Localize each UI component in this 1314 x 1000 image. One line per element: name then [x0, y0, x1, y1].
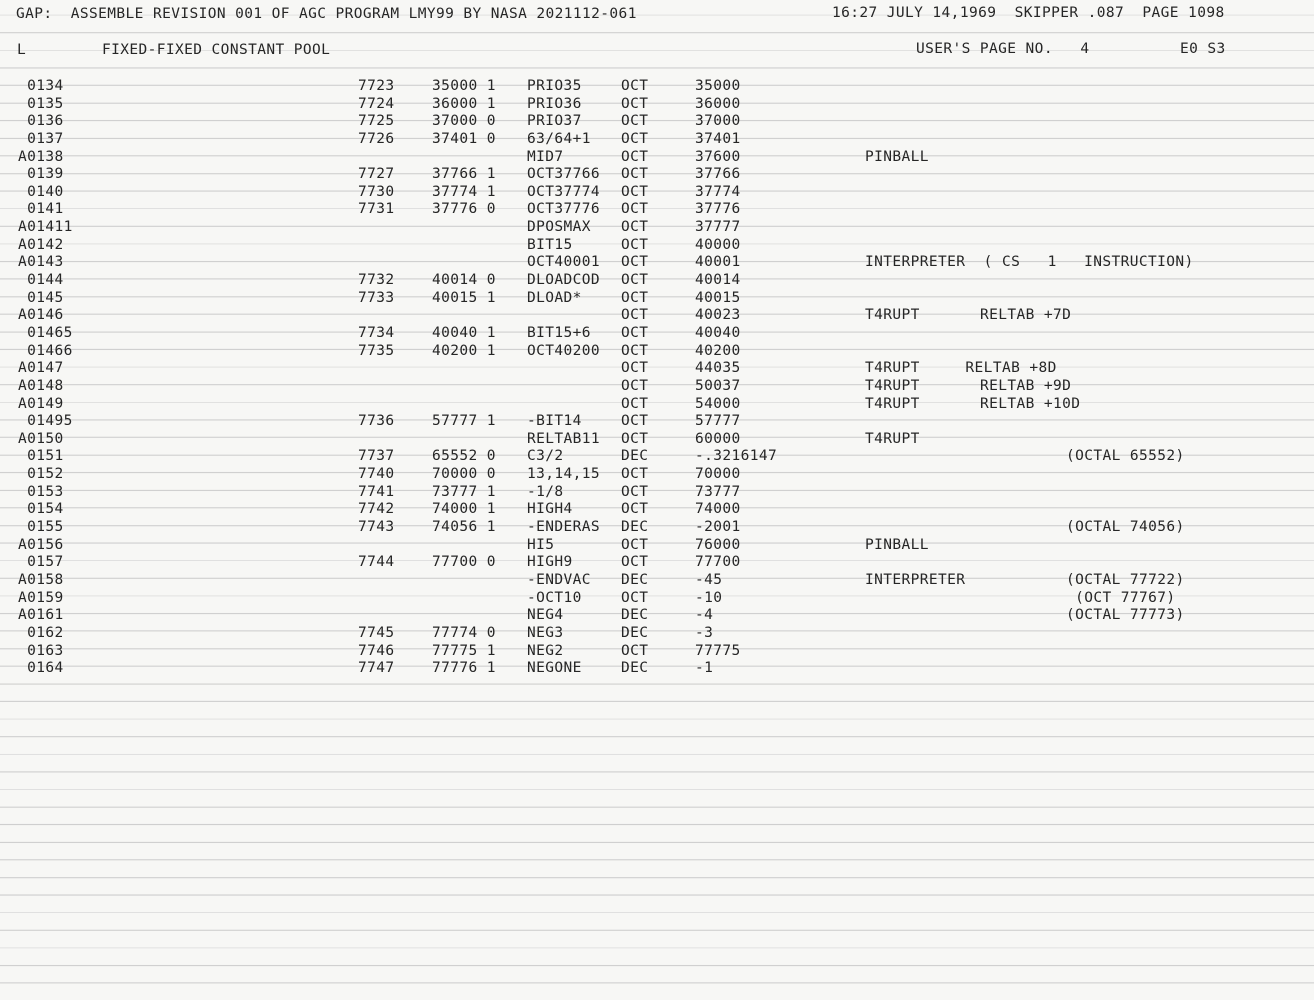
address: 7724 — [358, 95, 395, 112]
listing-row — [0, 325, 1314, 343]
symbol-label: HIGH4 — [527, 501, 573, 518]
address: 7730 — [358, 183, 395, 200]
line-number: A0147 — [18, 360, 64, 377]
listing-row — [0, 519, 1314, 537]
comment: T4RUPT RELTAB +8D — [865, 360, 1057, 377]
listing-row — [0, 396, 1314, 414]
address: 7743 — [358, 519, 395, 536]
line-number: 0153 — [18, 483, 64, 500]
subheader-marker: L — [17, 42, 27, 58]
listing-row — [0, 360, 1314, 378]
symbol-label: OCT37774 — [527, 183, 601, 200]
address: 7726 — [358, 130, 395, 147]
listing-row — [0, 643, 1314, 661]
listing-row — [0, 484, 1314, 502]
opcode: OCT — [621, 166, 649, 183]
line-number: 0162 — [18, 624, 64, 641]
line-number: 01495 — [18, 413, 73, 430]
line-number: A0148 — [18, 377, 64, 394]
opcode: OCT — [621, 289, 649, 306]
opcode: OCT — [621, 342, 649, 359]
comment-secondary: RELTAB +7D — [980, 307, 1072, 324]
line-number: 0144 — [18, 272, 64, 289]
opcode: OCT — [621, 324, 649, 341]
line-number: A0158 — [18, 571, 64, 588]
address: 7741 — [358, 483, 395, 500]
symbol-label: BIT15+6 — [527, 324, 591, 341]
opcode: OCT — [621, 501, 649, 518]
opcode: OCT — [621, 589, 649, 606]
line-number: A0159 — [18, 589, 64, 606]
operand: -3 — [695, 624, 714, 641]
listing-row — [0, 431, 1314, 449]
line-number: 0140 — [18, 183, 64, 200]
listing-row — [0, 660, 1314, 678]
listing-row — [0, 149, 1314, 167]
opcode: OCT — [621, 483, 649, 500]
operand: 37600 — [695, 148, 741, 165]
symbol-label: -BIT14 — [527, 413, 582, 430]
operand: -2001 — [695, 519, 741, 536]
line-number: A01411 — [18, 219, 73, 236]
listing-row — [0, 78, 1314, 96]
symbol-label: NEGONE — [527, 660, 582, 677]
opcode: DEC — [621, 607, 649, 624]
operand: 40023 — [695, 307, 741, 324]
line-number: 0155 — [18, 519, 64, 536]
opcode: OCT — [621, 113, 649, 130]
opcode: OCT — [621, 360, 649, 377]
line-number: 0136 — [18, 113, 64, 130]
symbol-label: PRIO37 — [527, 113, 582, 130]
listing-row — [0, 448, 1314, 466]
assembled-value: 65552 0 — [432, 448, 496, 465]
assembled-value: 77775 1 — [432, 642, 496, 659]
listing-row — [0, 237, 1314, 255]
opcode: OCT — [621, 554, 649, 571]
section-title: FIXED-FIXED CONSTANT POOL — [102, 42, 331, 58]
comment: PINBALL — [865, 148, 929, 165]
operand: -45 — [695, 571, 723, 588]
line-number: 0163 — [18, 642, 64, 659]
comment-secondary: RELTAB +10D — [980, 395, 1081, 412]
comment-octal: (OCT 77767) — [1066, 589, 1176, 606]
operand: 74000 — [695, 501, 741, 518]
operand: -10 — [695, 589, 723, 606]
users-page-number: USER'S PAGE NO. 4 — [916, 41, 1090, 57]
assembled-value: 40040 1 — [432, 324, 496, 341]
line-number: A0150 — [18, 430, 64, 447]
line-number: 0151 — [18, 448, 64, 465]
address: 7740 — [358, 466, 395, 483]
assembled-value: 77776 1 — [432, 660, 496, 677]
comment-octal: (OCTAL 74056) — [1066, 519, 1185, 536]
address: 7736 — [358, 413, 395, 430]
operand: -.3216147 — [695, 448, 778, 465]
opcode: OCT — [621, 130, 649, 147]
address: 7727 — [358, 166, 395, 183]
listing-row — [0, 307, 1314, 325]
assembled-value: 35000 1 — [432, 78, 496, 94]
symbol-label: -ENDERAS — [527, 519, 601, 536]
operand: 40014 — [695, 272, 741, 289]
operand: 40200 — [695, 342, 741, 359]
assembled-value: 77700 0 — [432, 554, 496, 571]
assembled-value: 37774 1 — [432, 183, 496, 200]
operand: 57777 — [695, 413, 741, 430]
address: 7745 — [358, 624, 395, 641]
line-number: 0154 — [18, 501, 64, 518]
symbol-label: DPOSMAX — [527, 219, 591, 236]
symbol-label: MID7 — [527, 148, 564, 165]
comment-octal: (OCTAL 77722) — [1066, 571, 1185, 588]
symbol-label: 13,14,15 — [527, 466, 601, 483]
operand: 73777 — [695, 483, 741, 500]
symbol-label: DLOAD* — [527, 289, 582, 306]
comment-octal: (OCTAL 77773) — [1066, 607, 1185, 624]
comment: INTERPRETER ( CS 1 INSTRUCTION) — [865, 254, 1194, 271]
comment: T4RUPT — [865, 430, 920, 447]
line-number: 0152 — [18, 466, 64, 483]
line-number: 0134 — [18, 78, 64, 94]
symbol-label: 63/64+1 — [527, 130, 591, 147]
address: 7734 — [358, 324, 395, 341]
listing-row — [0, 607, 1314, 625]
listing-row — [0, 590, 1314, 608]
operand: 40000 — [695, 236, 741, 253]
listing-row — [0, 413, 1314, 431]
listing-row — [0, 166, 1314, 184]
operand: 44035 — [695, 360, 741, 377]
line-number: A0146 — [18, 307, 64, 324]
opcode: OCT — [621, 236, 649, 253]
operand: 37776 — [695, 201, 741, 218]
operand: 37401 — [695, 130, 741, 147]
line-number: 0157 — [18, 554, 64, 571]
listing-rows — [0, 78, 1314, 678]
symbol-label: PRIO35 — [527, 78, 582, 94]
symbol-label: DLOADCOD — [527, 272, 601, 289]
operand: 40001 — [695, 254, 741, 271]
line-number: 0141 — [18, 201, 64, 218]
operand: 37766 — [695, 166, 741, 183]
address: 7731 — [358, 201, 395, 218]
opcode: OCT — [621, 395, 649, 412]
assembled-value: 57777 1 — [432, 413, 496, 430]
address: 7733 — [358, 289, 395, 306]
line-number: 01465 — [18, 324, 73, 341]
opcode: OCT — [621, 377, 649, 394]
listing-row — [0, 219, 1314, 237]
line-number: A0142 — [18, 236, 64, 253]
listing-row — [0, 96, 1314, 114]
opcode: OCT — [621, 254, 649, 271]
symbol-label: OCT40001 — [527, 254, 601, 271]
listing-row — [0, 272, 1314, 290]
opcode: OCT — [621, 642, 649, 659]
line-number: A0161 — [18, 607, 64, 624]
operand: 50037 — [695, 377, 741, 394]
symbol-label: NEG3 — [527, 624, 564, 641]
comment-secondary: RELTAB +9D — [980, 377, 1072, 394]
listing-row — [0, 537, 1314, 555]
listing-row — [0, 466, 1314, 484]
line-number: A0138 — [18, 148, 64, 165]
operand: 37000 — [695, 113, 741, 130]
address: 7725 — [358, 113, 395, 130]
opcode: OCT — [621, 201, 649, 218]
symbol-label: -1/8 — [527, 483, 564, 500]
operand: 77700 — [695, 554, 741, 571]
comment: T4RUPT — [865, 377, 920, 394]
opcode: DEC — [621, 660, 649, 677]
symbol-label: NEG4 — [527, 607, 564, 624]
line-number: 0145 — [18, 289, 64, 306]
opcode: DEC — [621, 519, 649, 536]
symbol-label: OCT40200 — [527, 342, 601, 359]
address: 7723 — [358, 78, 395, 94]
operand: 37777 — [695, 219, 741, 236]
operand: 36000 — [695, 95, 741, 112]
line-number: A0156 — [18, 536, 64, 553]
symbol-label: PRIO36 — [527, 95, 582, 112]
symbol-label: OCT37776 — [527, 201, 601, 218]
assembled-value: 36000 1 — [432, 95, 496, 112]
opcode: OCT — [621, 307, 649, 324]
symbol-label: -ENDVAC — [527, 571, 591, 588]
symbol-label: RELTAB11 — [527, 430, 601, 447]
listing-row — [0, 378, 1314, 396]
assembled-value: 74000 1 — [432, 501, 496, 518]
listing-row — [0, 113, 1314, 131]
operand: 40040 — [695, 324, 741, 341]
assembled-value: 37000 0 — [432, 113, 496, 130]
opcode: OCT — [621, 466, 649, 483]
opcode: OCT — [621, 430, 649, 447]
address: 7732 — [358, 272, 395, 289]
operand: 60000 — [695, 430, 741, 447]
operand: 40015 — [695, 289, 741, 306]
address: 7742 — [358, 501, 395, 518]
opcode: OCT — [621, 536, 649, 553]
address: 7747 — [358, 660, 395, 677]
operand: 35000 — [695, 78, 741, 94]
line-number: 01466 — [18, 342, 73, 359]
operand: 37774 — [695, 183, 741, 200]
listing-row — [0, 572, 1314, 590]
assembled-value: 70000 0 — [432, 466, 496, 483]
symbol-label: C3/2 — [527, 448, 564, 465]
assembled-value: 77774 0 — [432, 624, 496, 641]
assembled-value: 40200 1 — [432, 342, 496, 359]
assembled-value: 37401 0 — [432, 130, 496, 147]
opcode: OCT — [621, 78, 649, 94]
assembled-value: 74056 1 — [432, 519, 496, 536]
symbol-label: -OCT10 — [527, 589, 582, 606]
address: 7744 — [358, 554, 395, 571]
comment: T4RUPT — [865, 307, 920, 324]
line-number: 0137 — [18, 130, 64, 147]
comment-octal: (OCTAL 65552) — [1066, 448, 1185, 465]
listing-row — [0, 131, 1314, 149]
operand: 54000 — [695, 395, 741, 412]
symbol-label: BIT15 — [527, 236, 573, 253]
comment: INTERPRETER — [865, 571, 966, 588]
listing-row — [0, 501, 1314, 519]
line-number: A0149 — [18, 395, 64, 412]
symbol-label: NEG2 — [527, 642, 564, 659]
opcode: DEC — [621, 624, 649, 641]
listing-row — [0, 290, 1314, 308]
operand: -4 — [695, 607, 714, 624]
line-number: 0139 — [18, 166, 64, 183]
listing-row — [0, 554, 1314, 572]
header-assembly-info: GAP: ASSEMBLE REVISION 001 OF AGC PROGRAM LMY99 BY NASA 2021112-061 — [16, 6, 637, 22]
opcode: DEC — [621, 571, 649, 588]
line-number: A0143 — [18, 254, 64, 271]
comment: PINBALL — [865, 536, 929, 553]
opcode: OCT — [621, 272, 649, 289]
listing-row — [0, 254, 1314, 272]
listing-row — [0, 625, 1314, 643]
operand: 77775 — [695, 642, 741, 659]
symbol-label: HIGH9 — [527, 554, 573, 571]
header-timestamp-page: 16:27 JULY 14,1969 SKIPPER .087 PAGE 1098 — [832, 5, 1225, 21]
address: 7735 — [358, 342, 395, 359]
operand: 76000 — [695, 536, 741, 553]
assembled-value: 40014 0 — [432, 272, 496, 289]
operand: -1 — [695, 660, 714, 677]
listing-row — [0, 343, 1314, 361]
listing-row — [0, 184, 1314, 202]
assembled-value: 37766 1 — [432, 166, 496, 183]
section-code: E0 S3 — [1180, 41, 1226, 57]
comment: T4RUPT — [865, 395, 920, 412]
line-number: 0164 — [18, 660, 64, 677]
symbol-label: OCT37766 — [527, 166, 601, 183]
line-number: 0135 — [18, 95, 64, 112]
symbol-label: HI5 — [527, 536, 555, 553]
assembled-value: 40015 1 — [432, 289, 496, 306]
assembled-value: 73777 1 — [432, 483, 496, 500]
address: 7737 — [358, 448, 395, 465]
listing-row — [0, 201, 1314, 219]
assembled-value: 37776 0 — [432, 201, 496, 218]
opcode: OCT — [621, 148, 649, 165]
address: 7746 — [358, 642, 395, 659]
opcode: OCT — [621, 219, 649, 236]
opcode: OCT — [621, 95, 649, 112]
opcode: OCT — [621, 183, 649, 200]
operand: 70000 — [695, 466, 741, 483]
opcode: DEC — [621, 448, 649, 465]
opcode: OCT — [621, 413, 649, 430]
